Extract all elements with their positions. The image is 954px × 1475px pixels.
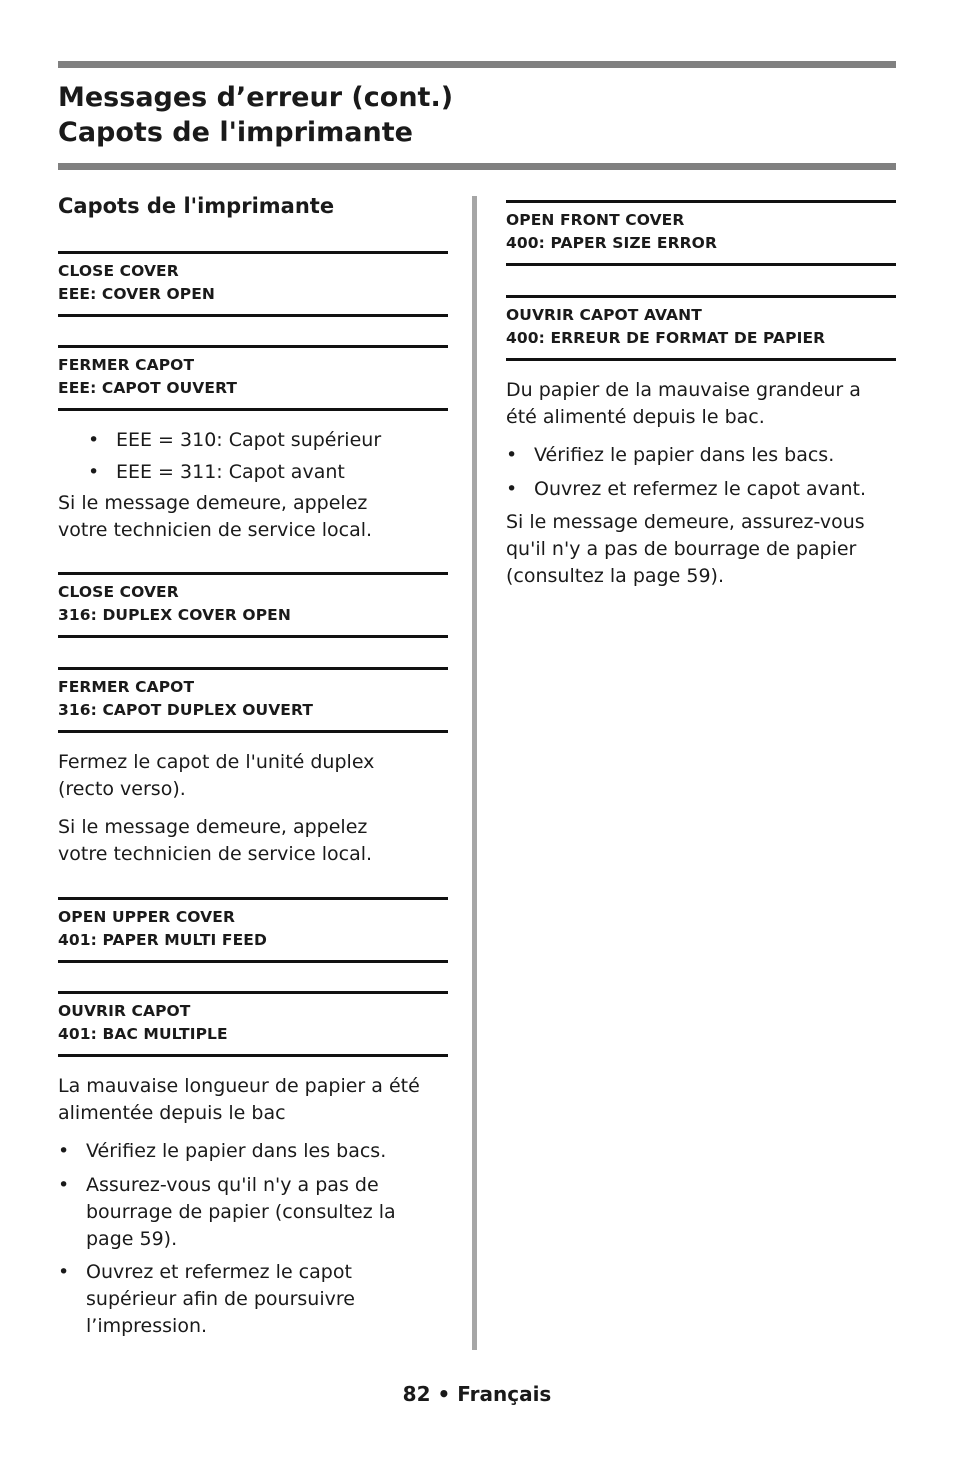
- message-box-line: 401: BAC MULTIPLE: [58, 1025, 228, 1043]
- bullet-text: page 59).: [86, 1228, 178, 1250]
- message-box-line: EEE: CAPOT OUVERT: [58, 379, 238, 397]
- paragraph-line: qu'il n'y a pas de bourrage de papier: [506, 538, 857, 560]
- message-box-open-front-cover-400: [506, 200, 896, 266]
- paragraph-line: Du papier de la mauvaise grandeur a: [506, 379, 861, 401]
- message-box-line: CLOSE COVER: [58, 262, 179, 280]
- section-heading: Capots de l'imprimante: [58, 194, 335, 218]
- page-title-line1: Messages d’erreur (cont.): [58, 82, 454, 113]
- paragraph-line: Si le message demeure, assurez-vous: [506, 511, 865, 533]
- paragraph: [58, 749, 448, 803]
- bullet-text: Vérifiez le papier dans les bacs.: [534, 444, 835, 466]
- page-title: [58, 80, 453, 150]
- message-box-line: CLOSE COVER: [58, 583, 179, 601]
- paragraph-line: Si le message demeure, appelez: [58, 492, 368, 514]
- paragraph: [58, 814, 448, 868]
- bullet-text: l’impression.: [86, 1315, 208, 1337]
- paragraph-line: La mauvaise longueur de papier a été: [58, 1075, 420, 1097]
- message-box-ouvrir-capot-401: [58, 991, 448, 1057]
- message-box-line: 400: PAPER SIZE ERROR: [506, 234, 717, 252]
- paragraph: [58, 490, 448, 544]
- page-footer: [0, 1380, 954, 1408]
- bullet-item: [506, 442, 835, 469]
- paragraph-line: Fermez le capot de l'unité duplex: [58, 751, 375, 773]
- bullet-dot: •: [58, 1261, 70, 1283]
- paragraph-line: votre technicien de service local.: [58, 843, 373, 865]
- footer-language: Français: [457, 1382, 552, 1406]
- bullet-text: Assurez-vous qu'il n'y a pas de: [86, 1174, 379, 1196]
- bullet-text: EEE = 310: Capot supérieur: [116, 429, 382, 451]
- bullet-item: [58, 1138, 387, 1165]
- message-box-line: FERMER CAPOT: [58, 356, 195, 374]
- message-box-line: OUVRIR CAPOT AVANT: [506, 306, 702, 324]
- column-divider: [472, 196, 477, 1350]
- paragraph-line: (consultez la page 59).: [506, 565, 724, 587]
- message-box-close-cover-316: [58, 572, 448, 638]
- page-number: 82: [402, 1382, 431, 1406]
- message-box-fermer-capot-316: [58, 667, 448, 733]
- bullet-text: EEE = 311: Capot avant: [116, 461, 345, 483]
- message-box-line: OPEN FRONT COVER: [506, 211, 685, 229]
- paragraph-line: Si le message demeure, appelez: [58, 816, 368, 838]
- message-box-line: OUVRIR CAPOT: [58, 1002, 191, 1020]
- bullet-dot: •: [58, 1174, 70, 1196]
- message-box-line: 400: ERREUR DE FORMAT DE PAPIER: [506, 329, 826, 347]
- paragraph: [58, 1073, 448, 1127]
- paragraph: [506, 509, 896, 590]
- paragraph-line: votre technicien de service local.: [58, 519, 373, 541]
- message-box-line: EEE: COVER OPEN: [58, 285, 216, 303]
- message-box-line: 316: DUPLEX COVER OPEN: [58, 606, 291, 624]
- bullet-dot: •: [58, 1140, 70, 1162]
- paragraph-line: alimentée depuis le bac: [58, 1102, 286, 1124]
- bullet-item: [58, 1172, 396, 1253]
- footer-separator: •: [437, 1382, 451, 1406]
- page-title-line2: Capots de l'imprimante: [58, 117, 413, 148]
- bullet-dot: •: [506, 478, 518, 500]
- bullet-text: bourrage de papier (consultez la: [86, 1201, 396, 1223]
- message-box-open-upper-cover-401: [58, 897, 448, 963]
- header-top-rule: [58, 61, 896, 68]
- bullet-item: [88, 459, 345, 486]
- bullet-item: [88, 427, 382, 454]
- bullet-dot: •: [88, 429, 100, 451]
- message-box-line: FERMER CAPOT: [58, 678, 195, 696]
- bullet-text: Vérifiez le papier dans les bacs.: [86, 1140, 387, 1162]
- bullet-text: Ouvrez et refermez le capot: [86, 1261, 352, 1283]
- message-box-line: 316: CAPOT DUPLEX OUVERT: [58, 701, 314, 719]
- paragraph-line: été alimenté depuis le bac.: [506, 406, 765, 428]
- bullet-item: [58, 1259, 355, 1340]
- paragraph-line: (recto verso).: [58, 778, 186, 800]
- bullet-text: Ouvrez et refermez le capot avant.: [534, 478, 866, 500]
- bullet-item: [506, 476, 866, 503]
- message-box-line: OPEN UPPER COVER: [58, 908, 235, 926]
- bullet-dot: •: [506, 444, 518, 466]
- bullet-dot: •: [88, 461, 100, 483]
- header-bottom-rule: [58, 163, 896, 170]
- message-box-fermer-capot-eee: [58, 345, 448, 411]
- message-box-line: 401: PAPER MULTI FEED: [58, 931, 267, 949]
- message-box-ouvrir-capot-avant-400: [506, 295, 896, 361]
- message-box-close-cover-eee: [58, 251, 448, 317]
- bullet-text: supérieur afin de poursuivre: [86, 1288, 355, 1310]
- paragraph: [506, 377, 896, 431]
